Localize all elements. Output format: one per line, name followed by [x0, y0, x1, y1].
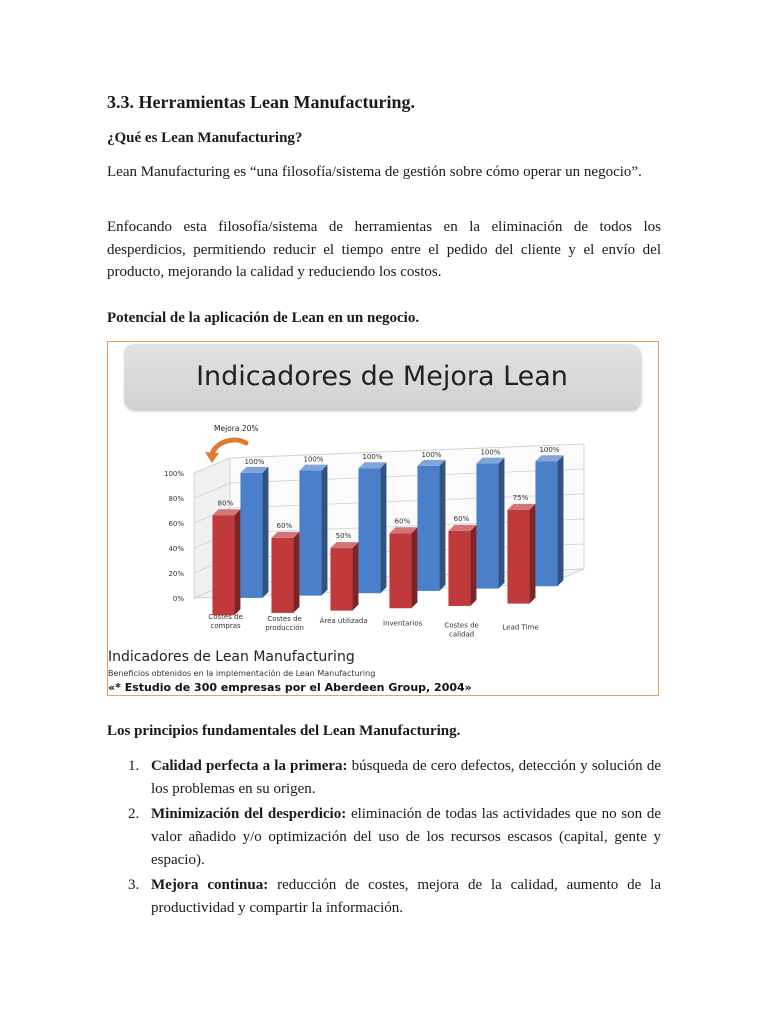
principles-heading: Los principios fundamentales del Lean Manufacturing.	[107, 723, 461, 739]
bar-side	[293, 532, 299, 613]
paragraph-definition: Lean Manufacturing es “una filosofía/sistema de gestión sobre cómo operar un negocio”.	[107, 164, 642, 180]
bar-side	[321, 465, 327, 596]
y-tick-label: 40%	[168, 545, 184, 553]
x-tick-label: Costes de producción	[265, 614, 304, 632]
potential-heading: Potencial de la aplicación de Lean en un negocio.	[107, 310, 420, 326]
bar-face	[507, 510, 529, 604]
figure-caption-subtitle: Beneficios obtenidos en la implementación de Lean Manufacturing	[108, 669, 376, 678]
bar-chart	[108, 342, 658, 695]
principle-text: reducción de costes, mejora de la calidad, aumento de la productividad y compartir la información.	[151, 877, 662, 916]
bar-front	[448, 525, 476, 606]
bar-side	[262, 467, 268, 598]
bar-side	[557, 455, 563, 586]
bar-back	[417, 460, 445, 591]
data-label-front: 75%	[512, 493, 529, 502]
y-tick-label: 60%	[168, 520, 184, 528]
paragraph-focus: Enfocando esta filosofía/sistema de herramientas en la eliminación de todos los desperdicios, permitiendo reducir el tiempo entre el pedido del cliente y el envío del producto, mejorando la calidad y reduciendo los costos.	[107, 219, 661, 280]
bar-side	[380, 462, 386, 593]
data-label-front: 60%	[453, 514, 470, 523]
bar-face	[330, 548, 352, 611]
lean-indicators-figure	[107, 341, 659, 696]
bar-back	[299, 465, 327, 596]
bar-face	[212, 515, 234, 615]
bar-front	[389, 527, 417, 608]
data-label-front: 60%	[394, 517, 411, 526]
principle-item	[128, 874, 662, 920]
figure-citation: «* Estudio de 300 empresas por el Aberdeen Group, 2004»	[108, 681, 472, 694]
figure-caption-title: Indicadores de Lean Manufacturing	[108, 649, 355, 665]
question-heading: ¿Qué es Lean Manufacturing?	[107, 130, 303, 146]
y-tick-label: 80%	[168, 495, 184, 503]
bar-face	[389, 533, 411, 608]
principle-number: 3.	[128, 877, 140, 893]
principles-list	[128, 755, 662, 922]
principle-term: Calidad perfecta a la primera:	[151, 758, 348, 774]
data-label-back: 100%	[362, 453, 383, 462]
bar-face	[240, 473, 262, 598]
y-tick-label: 0%	[172, 595, 184, 603]
x-tick-label: Costes de compras	[208, 612, 243, 630]
bar-side	[470, 525, 476, 606]
bar-side	[439, 460, 445, 591]
x-tick-label: Área utilizada	[319, 617, 368, 626]
bar-front	[212, 509, 240, 615]
bar-face	[535, 461, 557, 586]
bar-back	[358, 462, 386, 593]
principle-number: 2.	[128, 806, 140, 822]
data-label-front: 60%	[276, 521, 293, 530]
y-tick-label: 100%	[163, 470, 184, 478]
principle-item	[128, 803, 661, 872]
curved-arrow-icon	[212, 440, 246, 454]
bar-back	[535, 455, 563, 586]
bar-side	[234, 509, 240, 615]
bar-front	[507, 504, 535, 604]
bar-side	[352, 542, 358, 611]
bar-face	[358, 468, 380, 593]
data-label-back: 100%	[421, 450, 442, 459]
bar-side	[529, 504, 535, 604]
x-tick-label: Inventarios	[383, 619, 423, 628]
y-tick-label: 20%	[168, 570, 184, 578]
bar-face	[299, 471, 321, 596]
bar-side	[498, 458, 504, 589]
improvement-annotation: Mejora 20%	[214, 424, 259, 433]
principle-number: 1.	[128, 758, 140, 774]
principle-item	[128, 755, 661, 801]
principle-term: Mejora continua:	[151, 877, 269, 893]
principle-term: Minimización del desperdicio:	[151, 806, 347, 822]
x-tick-label: Costes de calidad	[444, 621, 479, 639]
principle-text: eliminación de todas las actividades que no son de valor añadido y/o optimización del uso de los recursos escasos (capital, gente y espacio).	[151, 806, 661, 868]
data-label-front: 50%	[335, 532, 352, 541]
x-tick-label: Lead Time	[502, 623, 539, 632]
bar-side	[411, 527, 417, 608]
bar-face	[476, 464, 498, 589]
bar-face	[271, 538, 293, 613]
bar-front	[330, 542, 358, 611]
bar-front	[271, 532, 299, 613]
bar-back	[476, 458, 504, 589]
bar-face	[417, 466, 439, 591]
data-label-front: 80%	[217, 499, 234, 508]
data-label-back: 100%	[539, 446, 560, 455]
data-label-back: 100%	[480, 448, 501, 457]
principle-text: búsqueda de cero defectos, detección y solución de los problemas en su origen.	[151, 758, 661, 797]
chart-banner-title: Indicadores de Mejora Lean	[124, 344, 640, 409]
data-label-back: 100%	[303, 455, 324, 464]
bar-face	[448, 531, 470, 606]
bar-back	[240, 467, 268, 598]
arrowhead-icon	[205, 452, 219, 463]
section-heading: 3.3. Herramientas Lean Manufacturing.	[107, 92, 415, 112]
data-label-back: 100%	[244, 457, 265, 466]
